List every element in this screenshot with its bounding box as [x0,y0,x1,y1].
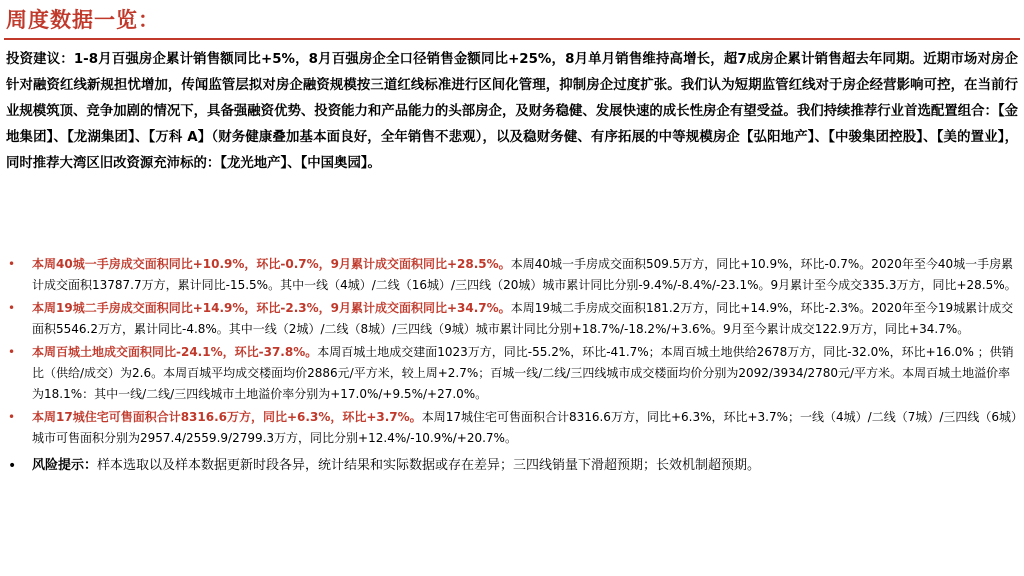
bullet-marker: • [8,410,16,424]
bullet-marker: • [8,301,16,315]
investment-advice-paragraph: 投资建议：1-8月百强房企累计销售额同比+5%，8月百强房企全口径销售金额同比+25%，8月单月销售维持高增长，超7成房企累计销售超去年同期。近期市场对房企针对融资红线新规担忧增加，传闻监管层拟对房企融资规模按三道红线标准进行区间化管理，抑制房企过度扩张。我们认为短期监管红线对于房企经营影响可控，在当前行业规模筑顶、竞争加剧的情况下，具备强融资优势、投资能力和产品能力的头部房企，及财务稳健、发展快速的成长性房企有望受益。我们持续推荐行业首选配置组合：【金地集团】、【龙湖集团】、【万科 A】（财务健康叠加基本面良好，全年销售不悲观），以及稳财务健、有序拓展的中等规模房企【弘阳地产】、【中骏集团控股】、【美的置业】，同时推荐大湾区旧改资源充沛标的：【龙光地产】、【中国奥园】。 [6,52,1018,171]
title-divider [4,38,1020,40]
list-item-land-transactions [8,342,1018,405]
highlight-summary: 本周19城二手房成交面积同比+14.9%，环比-2.3%，9月累计成交面积同比+34.7%。 [32,301,511,315]
list-item-new-home-sales [8,254,1018,296]
risk-label: 风险提示： [32,458,98,473]
highlight-summary: 本周百城土地成交面积同比-24.1%，环比-37.8%。 [32,345,318,359]
detail-text: 本周17城住宅可售面积合计8316.6万方，同比+6.3%，环比+3.7%；一线（4城）/二线（7城）/三四线（6城）城市可售面积分别为2957.4/2559.9/2799.3万方，同比分别+12.4%/-10.9%/+20.7%。 [32,410,1018,445]
page-title: 周度数据一览： [6,7,160,32]
detail-text: 本周40城一手房成交面积509.5万方，同比+10.9%，环比-0.7%。2020年至今40城一手房累计成交面积13787.7万方，累计同比-15.5%。其中一线（4城）/二线（16城）/三四线（20城）城市累计同比分别-9.4%/-8.4%/-23.1%。9月累计至今成交335.3万方，同比+28.5%。 [32,257,1017,292]
weekly-data-list [8,254,1018,479]
list-item-second-hand-sales [8,298,1018,340]
highlight-summary: 本周17城住宅可售面积合计8316.6万方，同比+6.3%，环比+3.7%。 [32,410,422,424]
list-item-available-inventory [8,407,1018,449]
bullet-marker: • [8,458,17,474]
detail-text: 本周19城二手房成交面积181.2万方，同比+14.9%，环比-2.3%。2020年至今19城累计成交面积5546.2万方，累计同比-4.8%。其中一线（2城）/二线（8城）/三四线（9城）城市累计同比分别+18.7%/-18.2%/+3.6%。9月至今累计成交122.9万方，同比+34.7%。 [32,301,1014,336]
list-item-risk-warning [8,455,1018,477]
highlight-summary: 本周40城一手房成交面积同比+10.9%，环比-0.7%，9月累计成交面积同比+28.5%。 [32,257,511,271]
risk-text: 样本选取以及样本数据更新时段各异，统计结果和实际数据或存在差异；三四线销量下滑超预期；长效机制超预期。 [97,458,761,473]
detail-text: 本周百城土地成交建面1023万方，同比-55.2%，环比-41.7%；本周百城土地供给2678万方，同比-32.0%，环比+16.0% ；供销比（供给/成交）为2.6。本周百城平均成交楼面均价2886元/平方米，较上周+2.7%；百城一线/二线/三四线城市成交楼面均价分别为2092/3934/2780元/平方米。本周百城土地溢价率为18.1%：其中一线/二线/三四线城市土地溢价率分别为+17.0%/+9.5%/+27.0%。 [32,345,1014,401]
bullet-marker: • [8,257,16,271]
bullet-marker: • [8,345,16,359]
